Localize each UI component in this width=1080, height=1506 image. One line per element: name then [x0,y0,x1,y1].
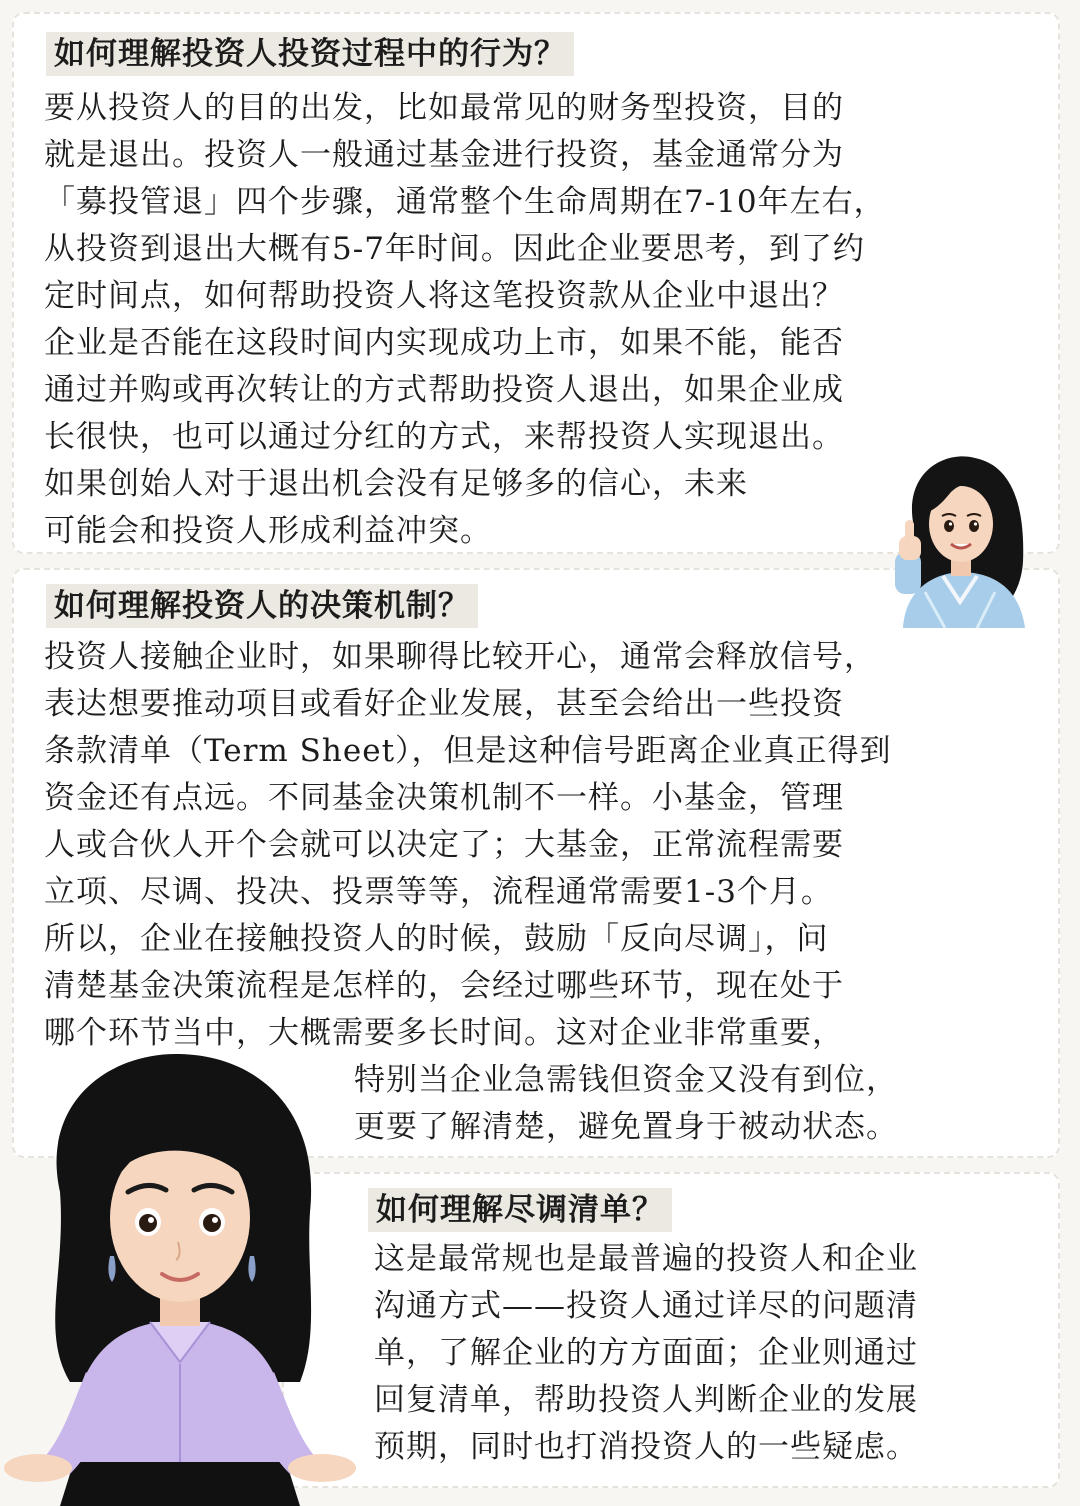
text-line: 所以，企业在接触投资人的时候，鼓励「反向尽调」，问 [44,921,829,957]
text-line: 人或合伙人开个会就可以决定了；大基金，正常流程需要 [44,827,844,863]
text-line: 立项、尽调、投决、投票等等，流程通常需要1-3个月。 [44,874,833,910]
text-line: 「募投管退」四个步骤，通常整个生命周期在7-10年左右， [44,184,886,220]
text-line: 通过并购或再次转让的方式帮助投资人退出，如果企业成 [44,372,844,408]
text-line: 就是退出。投资人一般通过基金进行投资，基金通常分为 [44,137,844,173]
text-line: 特别当企业急需钱但资金又没有到位， [354,1062,898,1098]
woman-open-hands-avatar [0,1042,360,1506]
text-line: 长很快，也可以通过分红的方式，来帮投资人实现退出。 [44,419,844,455]
text-line: 企业是否能在这段时间内实现成功上市，如果不能，能否 [44,325,844,361]
text-line: 沟通方式——投资人通过详尽的问题清 [374,1288,918,1324]
text-line: 哪个环节当中，大概需要多长时间。这对企业非常重要， [44,1015,844,1051]
section-heading: 如何理解尽调清单？ [368,1188,672,1232]
section-body [374,1236,918,1471]
text-line: 清楚基金决策流程是怎样的，会经过哪些环节，现在处于 [44,968,844,1004]
text-line: 如果创始人对于退出机会没有足够多的信心，未来 [44,466,748,502]
text-line: 从投资到退出大概有5-7年时间。因此企业要思考，到了约 [44,231,865,267]
text-line: 条款清单（Term Sheet），但是这种信号距离企业真正得到 [44,733,892,769]
text-line: 要从投资人的目的出发，比如最常见的财务型投资，目的 [44,90,844,126]
text-line: 表达想要推动项目或看好企业发展，甚至会给出一些投资 [44,686,844,722]
text-line: 单，了解企业的方方面面；企业则通过 [374,1335,918,1371]
text-line: 预期，同时也打消投资人的一些疑虑。 [374,1429,918,1465]
text-line: 定时间点，如何帮助投资人将这笔投资款从企业中退出？ [44,278,844,314]
text-line: 可能会和投资人形成利益冲突。 [44,513,492,549]
text-line: 回复清单，帮助投资人判断企业的发展 [374,1382,918,1418]
section-body [44,85,886,555]
text-line: 投资人接触企业时，如果聊得比较开心，通常会释放信号， [44,639,876,675]
text-line: 这是最常规也是最普遍的投资人和企业 [374,1241,918,1277]
text-line: 更要了解清楚，避免置身于被动状态。 [354,1109,898,1145]
section-card-due-diligence [282,1172,1060,1488]
section-heading: 如何理解投资人投资过程中的行为？ [46,32,574,76]
woman-thumbs-up-avatar [885,452,1035,628]
text-line: 资金还有点远。不同基金决策机制不一样。小基金，管理 [44,780,844,816]
section-heading: 如何理解投资人的决策机制？ [46,584,478,628]
